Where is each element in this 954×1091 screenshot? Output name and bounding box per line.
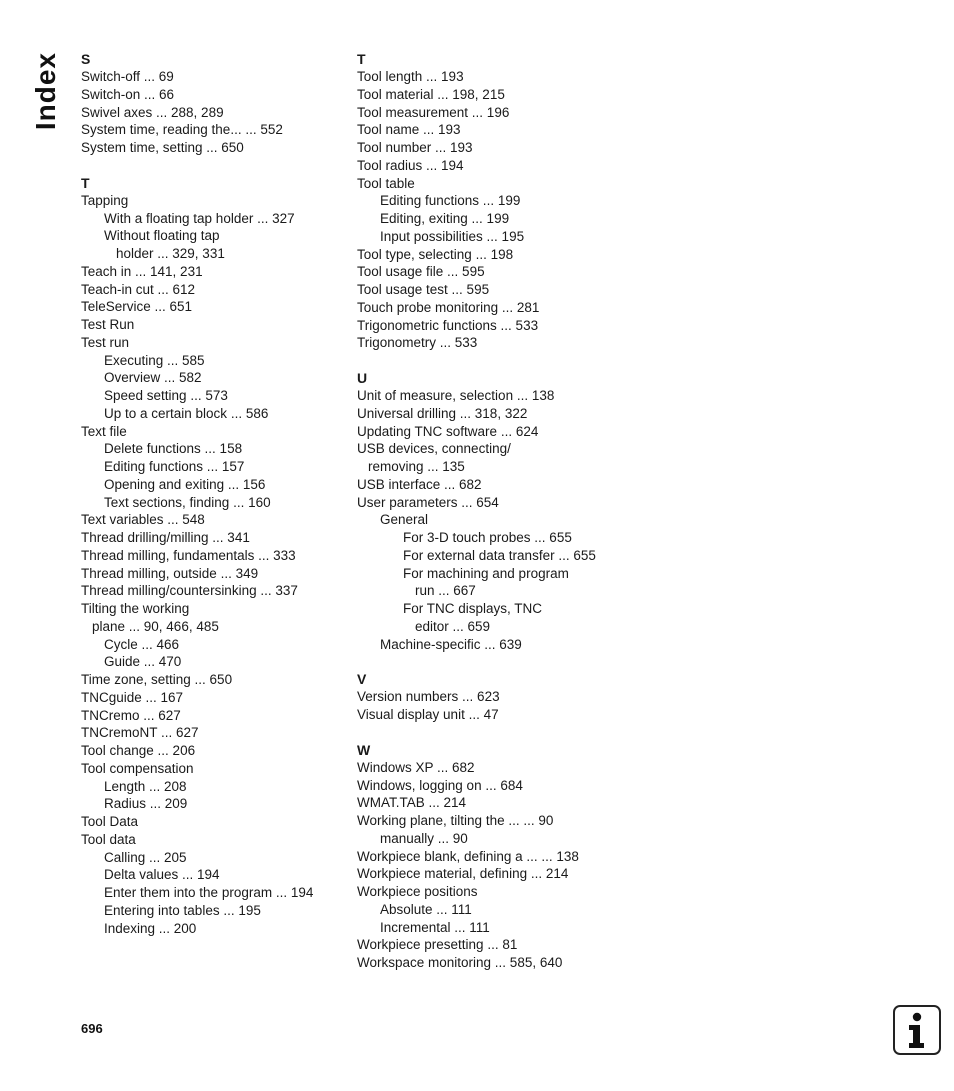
section-letter: T bbox=[357, 51, 366, 67]
index-column-left bbox=[81, 50, 356, 954]
index-entry: Switch-off ... 69 bbox=[81, 69, 174, 84]
index-entry: System time, setting ... 650 bbox=[81, 140, 244, 155]
index-subentry: Calling ... 205 bbox=[104, 849, 187, 865]
index-section bbox=[357, 741, 632, 972]
index-entry: Switch-on ... 66 bbox=[81, 86, 175, 102]
index-entry: Tapping bbox=[81, 192, 129, 208]
index-entry: Tool length ... 193 bbox=[357, 69, 464, 84]
index-entry: Universal drilling ... 318, 322 bbox=[357, 405, 528, 421]
index-subentry: Speed setting ... 573 bbox=[104, 388, 228, 403]
index-entry: Windows XP ... 682 bbox=[357, 759, 475, 775]
index-subentry: Input possibilities ... 195 bbox=[380, 228, 525, 244]
index-section bbox=[81, 174, 356, 938]
index-entry: Tool usage file ... 595 bbox=[357, 264, 485, 280]
index-entry: removing ... 135 bbox=[368, 459, 465, 474]
index-entry: Teach in ... 141, 231 bbox=[81, 263, 203, 279]
index-subentry: With a floating tap holder ... 327 bbox=[104, 210, 295, 226]
index-subentry: manually ... 90 bbox=[380, 830, 468, 846]
section-letter: V bbox=[357, 671, 367, 688]
index-column-right bbox=[357, 50, 632, 989]
index-entry: User parameters ... 654 bbox=[357, 494, 499, 510]
index-entry: Time zone, setting ... 650 bbox=[81, 672, 233, 687]
index-entry: USB interface ... 682 bbox=[357, 476, 482, 492]
index-subentry: Editing, exiting ... 199 bbox=[380, 211, 510, 226]
index-entry: USB devices, connecting/ bbox=[357, 441, 511, 457]
index-entry: Trigonometric functions ... 533 bbox=[357, 317, 539, 333]
index-subentry: Overview ... 582 bbox=[104, 370, 202, 386]
index-entry: Thread drilling/milling ... 341 bbox=[81, 530, 250, 545]
index-entry: Windows, logging on ... 684 bbox=[357, 777, 523, 793]
index-subentry: holder ... 329, 331 bbox=[116, 246, 225, 261]
index-entry: Test run bbox=[81, 334, 130, 350]
index-entry: Workpiece blank, defining a ... ... 138 bbox=[357, 848, 579, 864]
index-entry: Working plane, tilting the ... ... 90 bbox=[357, 813, 554, 828]
index-entry: Trigonometry ... 533 bbox=[357, 335, 478, 351]
index-entry: TeleService ... 651 bbox=[81, 299, 193, 315]
index-subentry: Indexing ... 200 bbox=[104, 920, 197, 936]
index-subentry: Machine-specific ... 639 bbox=[380, 636, 522, 652]
index-entry: Thread milling, outside ... 349 bbox=[81, 565, 259, 581]
index-entry: TNCguide ... 167 bbox=[81, 689, 184, 705]
index-entry: plane ... 90, 466, 485 bbox=[92, 618, 219, 634]
index-entry: Touch probe monitoring ... 281 bbox=[357, 299, 540, 315]
index-entry: Tilting the working bbox=[81, 601, 190, 616]
index-entry: Tool material ... 198, 215 bbox=[357, 86, 505, 102]
index-entry: Swivel axes ... 288, 289 bbox=[81, 104, 224, 120]
index-entry: Tool data bbox=[81, 831, 136, 847]
index-subentry: Guide ... 470 bbox=[104, 654, 182, 670]
index-subentry: Delete functions ... 158 bbox=[104, 441, 243, 457]
index-subentry: Cycle ... 466 bbox=[104, 636, 180, 652]
index-subentry: run ... 667 bbox=[415, 583, 476, 599]
index-subentry: Length ... 208 bbox=[104, 778, 187, 794]
index-entry: Tool radius ... 194 bbox=[357, 157, 464, 173]
index-subentry: Editing functions ... 157 bbox=[104, 459, 245, 474]
index-subentry: For machining and program bbox=[403, 565, 569, 581]
index-entry: Thread milling/countersinking ... 337 bbox=[81, 583, 298, 599]
index-section bbox=[357, 369, 632, 653]
index-entry: TNCremoNT ... 627 bbox=[81, 725, 199, 741]
index-entry: Workpiece positions bbox=[357, 884, 478, 899]
index-section bbox=[357, 50, 632, 352]
index-entry: Tool measurement ... 196 bbox=[357, 104, 510, 120]
index-entry: Text file bbox=[81, 423, 127, 439]
index-subentry: Radius ... 209 bbox=[104, 796, 188, 812]
index-subentry: Entering into tables ... 195 bbox=[104, 902, 261, 918]
index-entry: Unit of measure, selection ... 138 bbox=[357, 388, 555, 403]
section-letter: S bbox=[81, 51, 91, 67]
index-subentry: Up to a certain block ... 586 bbox=[104, 405, 269, 421]
index-subentry: Delta values ... 194 bbox=[104, 867, 220, 883]
index-section bbox=[81, 50, 356, 157]
index-entry: Workspace monitoring ... 585, 640 bbox=[357, 955, 563, 970]
section-letter: W bbox=[357, 741, 371, 758]
index-entry: Test Run bbox=[81, 317, 135, 332]
index-entry: Text variables ... 548 bbox=[81, 512, 205, 528]
index-entry: Workpiece presetting ... 81 bbox=[357, 937, 518, 953]
index-entry: Thread milling, fundamentals ... 333 bbox=[81, 547, 296, 563]
index-entry: Tool compensation bbox=[81, 760, 194, 776]
info-icon bbox=[893, 1005, 941, 1055]
index-side-title: Index bbox=[30, 52, 61, 131]
info-glyph bbox=[895, 1007, 939, 1053]
index-entry: Tool number ... 193 bbox=[357, 140, 473, 155]
index-subentry: For TNC displays, TNC bbox=[403, 601, 543, 616]
index-entry: Tool type, selecting ... 198 bbox=[357, 246, 514, 262]
index-subentry: For 3-D touch probes ... 655 bbox=[403, 530, 572, 545]
index-subentry: Text sections, finding ... 160 bbox=[104, 494, 271, 510]
index-subentry: editor ... 659 bbox=[415, 618, 491, 634]
index-entry: System time, reading the... ... 552 bbox=[81, 122, 283, 138]
index-entry: Updating TNC software ... 624 bbox=[357, 423, 539, 439]
index-entry: Tool Data bbox=[81, 814, 139, 829]
index-entry: Teach-in cut ... 612 bbox=[81, 281, 196, 297]
index-subentry: Incremental ... 111 bbox=[380, 919, 490, 935]
index-section bbox=[357, 670, 632, 724]
index-entry: WMAT.TAB ... 214 bbox=[357, 795, 467, 811]
index-subentry: Executing ... 585 bbox=[104, 352, 205, 368]
index-entry: Tool usage test ... 595 bbox=[357, 282, 490, 297]
index-entry: TNCremo ... 627 bbox=[81, 707, 181, 723]
index-subentry: Enter them into the program ... 194 bbox=[104, 885, 314, 900]
section-letter: T bbox=[81, 174, 90, 191]
index-subentry: Without floating tap bbox=[104, 228, 220, 244]
index-entry: Version numbers ... 623 bbox=[357, 689, 500, 705]
index-subentry: General bbox=[380, 512, 429, 528]
index-subentry: Absolute ... 111 bbox=[380, 901, 472, 917]
index-entry: Tool change ... 206 bbox=[81, 743, 196, 758]
index-entry: Workpiece material, defining ... 214 bbox=[357, 866, 569, 882]
index-entry: Tool table bbox=[357, 175, 415, 191]
index-subentry: Editing functions ... 199 bbox=[380, 193, 521, 209]
page-number: 696 bbox=[81, 1021, 103, 1036]
index-subentry: Opening and exiting ... 156 bbox=[104, 476, 266, 492]
index-subentry: For external data transfer ... 655 bbox=[403, 547, 596, 563]
index-entry: Tool name ... 193 bbox=[357, 122, 461, 138]
section-letter: U bbox=[357, 370, 368, 386]
index-entry: Visual display unit ... 47 bbox=[357, 707, 499, 722]
